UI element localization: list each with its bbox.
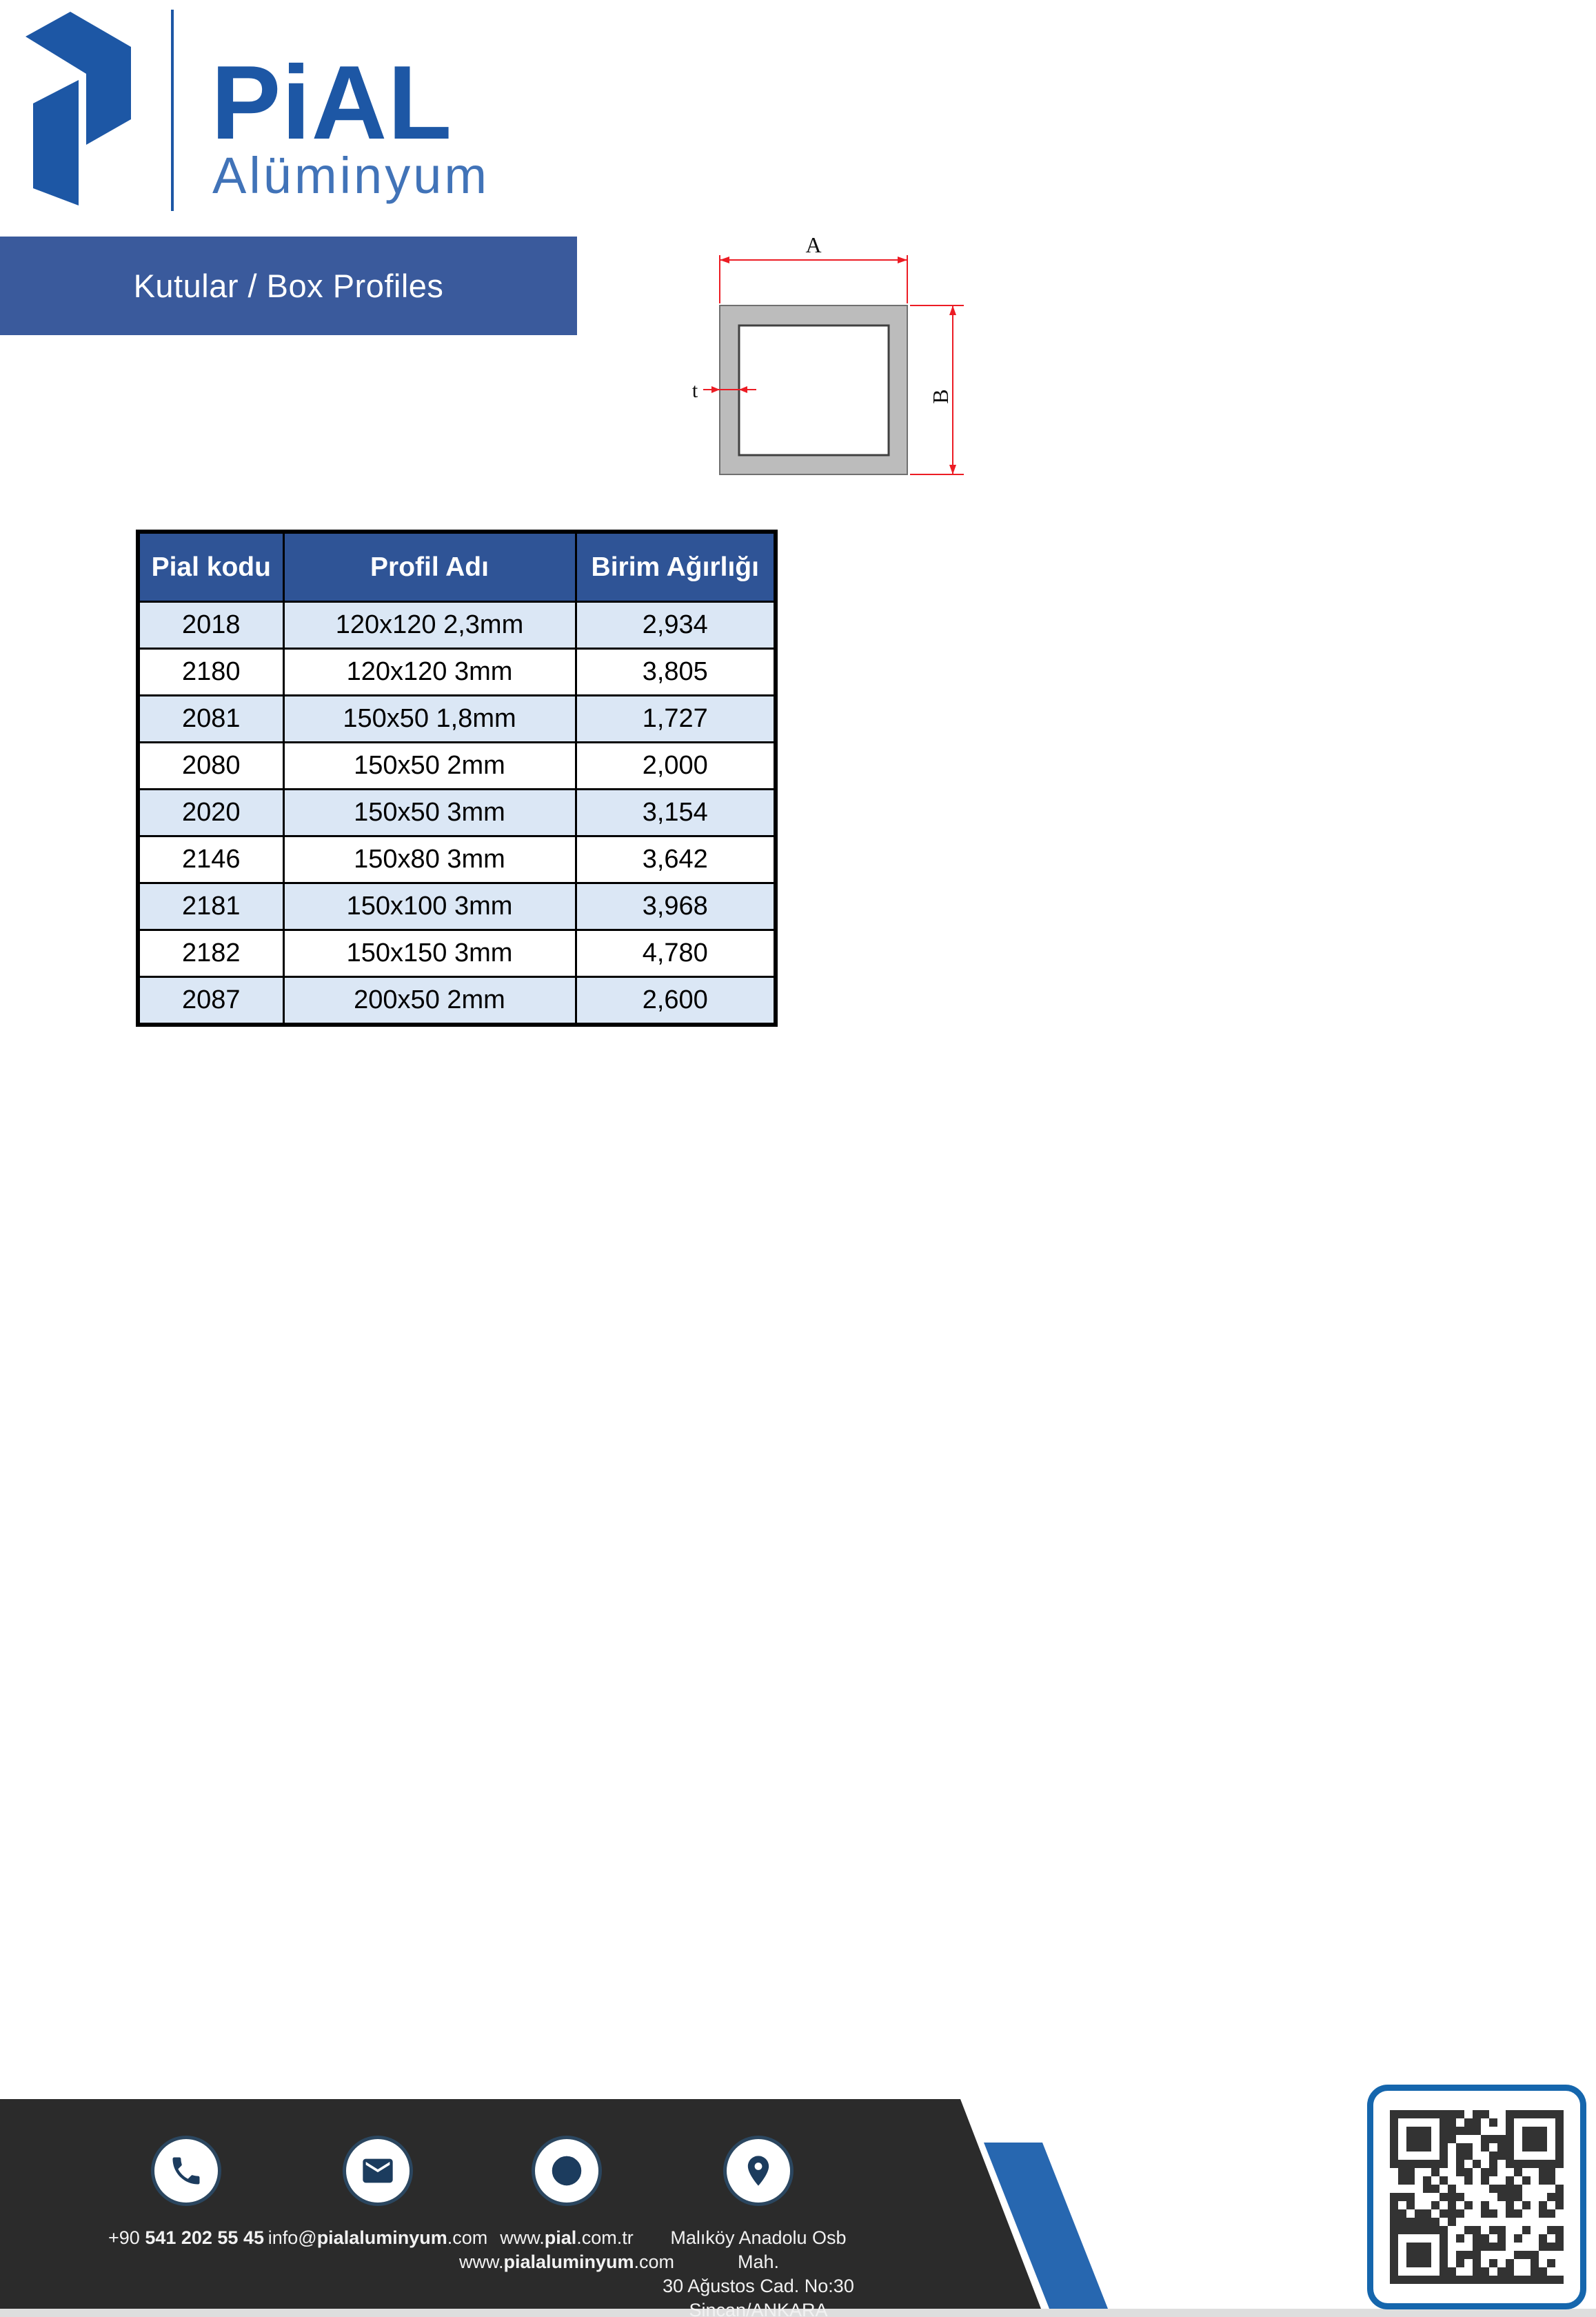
table-cell: 2080: [138, 743, 283, 790]
profiles-table: [136, 530, 778, 1027]
table-cell: 150x100 3mm: [283, 883, 576, 930]
table-cell: 3,968: [576, 883, 776, 930]
contact-email: [267, 2139, 488, 2250]
table-row: [138, 649, 776, 696]
table-row: [138, 930, 776, 977]
table-cell: 150x150 3mm: [283, 930, 576, 977]
globe-icon: [535, 2139, 598, 2203]
table-cell: 2081: [138, 696, 283, 743]
table-cell: 2,934: [576, 602, 776, 649]
table-cell: 120x120 2,3mm: [283, 602, 576, 649]
table-cell: 2182: [138, 930, 283, 977]
contact-phone: [76, 2139, 296, 2250]
pial-logo-subtitle: Alüminyum: [212, 147, 489, 204]
table-cell: 150x50 2mm: [283, 743, 576, 790]
table-cell: 2146: [138, 836, 283, 883]
table-row: [138, 883, 776, 930]
table-cell: 1,727: [576, 696, 776, 743]
table-cell: 150x50 1,8mm: [283, 696, 576, 743]
table-cell: 2181: [138, 883, 283, 930]
table-header-col1: Pial kodu: [138, 532, 283, 602]
phone-icon: [154, 2139, 218, 2203]
table-cell: 2087: [138, 977, 283, 1025]
table-cell: 2018: [138, 602, 283, 649]
table-header-col2: Profil Adı: [283, 532, 576, 602]
pial-logo-mark: [0, 0, 179, 221]
location-icon: [727, 2139, 790, 2203]
phone-number: +90 541 202 55 45: [108, 2227, 264, 2248]
table-row: [138, 790, 776, 836]
table-row: [138, 743, 776, 790]
dimension-label-a: A: [805, 232, 822, 257]
table-cell: 2,600: [576, 977, 776, 1025]
postal-address: Malıköy Anadolu Osb Mah. 30 Ağustos Cad. No:30 Sincan/ANKARA: [663, 2227, 854, 2317]
table-cell: 200x50 2mm: [283, 977, 576, 1025]
email-icon: [346, 2139, 410, 2203]
email-address: info@pialaluminyum.com: [267, 2227, 488, 2248]
dimension-label-b: B: [928, 389, 953, 404]
table-row: [138, 836, 776, 883]
website-urls: www.pial.com.tr www.pialaluminyum.com: [458, 2227, 675, 2273]
box-profile-diagram: [655, 228, 1013, 503]
contact-address: [648, 2139, 869, 2317]
table-header-col3: Birim Ağırlığı: [576, 532, 776, 602]
section-title: Kutular / Box Profiles: [133, 268, 444, 304]
table-cell: 150x80 3mm: [283, 836, 576, 883]
table-row: [138, 602, 776, 649]
table-row: [138, 977, 776, 1025]
dimension-label-t: t: [691, 379, 698, 402]
table-cell: 4,780: [576, 930, 776, 977]
profile-inner-cavity: [739, 325, 889, 455]
profiles-table-header-row: [138, 532, 776, 602]
table-cell: 2,000: [576, 743, 776, 790]
logo-divider: [171, 10, 174, 211]
contact-web: [456, 2139, 677, 2274]
qr-code: [1367, 2085, 1586, 2309]
table-cell: 3,154: [576, 790, 776, 836]
table-row: [138, 696, 776, 743]
section-title-bar: [0, 237, 577, 335]
pial-logo-wordmark: PiAL: [211, 44, 453, 161]
table-cell: 2180: [138, 649, 283, 696]
table-cell: 3,805: [576, 649, 776, 696]
table-cell: 3,642: [576, 836, 776, 883]
table-cell: 150x50 3mm: [283, 790, 576, 836]
dimension-a-lines: [720, 255, 907, 303]
qr-pattern: [1390, 2110, 1564, 2284]
table-cell: 120x120 3mm: [283, 649, 576, 696]
table-cell: 2020: [138, 790, 283, 836]
